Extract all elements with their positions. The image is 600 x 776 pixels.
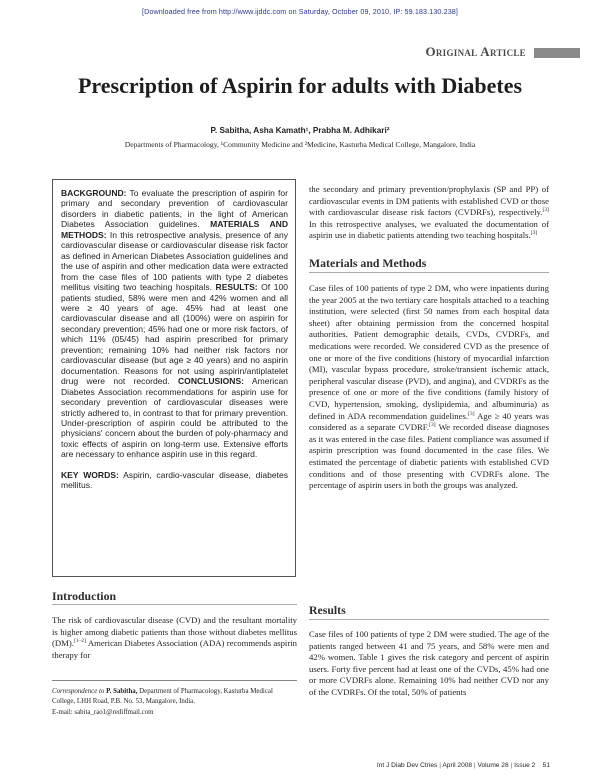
correspondence-name: P. Sabitha,: [106, 688, 138, 695]
conclusions-text: American Diabetes Association recommendations for aspirin use for secondary prevention of cardiovascular diseases were strictly adhered to, in contrast to that for primary prevention. Under-prescription of aspirin could be attributed to the physicians' concern about the burden of poly-pharmacy and toxic effects of aspirin on long-term use. Extensive efforts are necessary to enhance aspirin use in this regard.: [61, 376, 288, 460]
methods-citation-2: [3]: [429, 422, 436, 429]
results-rule: [309, 619, 549, 620]
intro-cont-citation-2: [3]: [530, 230, 538, 237]
methods-paragraph: [309, 283, 549, 492]
keywords-label: KEY WORDS:: [61, 469, 119, 480]
methods-text-b: Age ≥ 40 years was considered as a separate CVDRF.: [309, 410, 549, 433]
correspondence-label: Correspondence to: [52, 688, 105, 695]
intro-cont-text-b: In this retrospective analyses, we evaluated the documentation of aspirin use in diabetic patients attending two teaching hospitals.: [309, 218, 549, 241]
journal-footer: [320, 762, 550, 769]
methods-text-a: Case files of 100 patients of type 2 DM, who were inpatients during the year 2005 at the two tertiary care hospitals attached to a teaching institution, were selected (first 50 names from each hospital data sheet) after obtaining permission from the concerned hospital authorities. Patient demographic details, CVDs, CVDRFs, and medications were recorded. We considered CVD as the presence of one or more of the five conditions (history of myocardial infarction (MI), vascular bypass procedure, stroke/transient ischemic attack, peripheral vascular disease (PVD), and angina), and CVDRFs as the presence of one or more of the five conditions (family history of CVD, hypertension, smoking, dyslipidemia, and albuminuria) as defined in ADA recommendation guidelines.: [309, 283, 549, 421]
footer-issue: Issue 2: [514, 762, 536, 769]
correspondence-email: E-mail: sabita_rao1@rediffmail.com: [52, 708, 154, 716]
footer-date: April 2008: [442, 762, 473, 769]
results-label: RESULTS:: [215, 282, 258, 293]
introduction-rule: [52, 604, 297, 605]
methods-text: In this retrospective analysis, presence of any cardiovascular disease or cardiovascular disease risk factor as defined in American Diabetes Association guidelines and the use of aspirin and other medication data were extracted from the case files of 100 patients with type 2 diabetes mellitus visiting two teaching hospitals.: [61, 229, 288, 293]
intro-citation: [1–2]: [73, 638, 87, 645]
author-list: P. Sabitha, Asha Kamath¹, Prabha M. Adhikari²: [210, 126, 390, 135]
paper-title: Prescription of Aspirin for adults with Diabetes: [77, 73, 523, 98]
methods-heading: Materials and Methods: [309, 256, 427, 270]
footnote-rule: [52, 680, 297, 681]
methods-citation-1: [3]: [468, 410, 475, 417]
abstract-box: [52, 179, 296, 577]
keywords-text: Aspirin, cardio-vascular disease, diabetes mellitus.: [61, 469, 288, 491]
methods-rule: [309, 272, 549, 273]
methods-label: MATERIALS AND METHODS:: [61, 219, 288, 240]
methods-text-c: We recorded disease diagnoses as it was entered in the case files. Patient compliance was assumed if aspirin prescription was found documented in the case files. We estimated the percentage of diabetic patients with established CVD conditions and of those presenting with CVDRFs alone. The percentage of aspirin users in both the groups was analyzed.: [309, 422, 549, 491]
footer-journal: Int J Diab Dev Ctries: [376, 762, 438, 769]
intro-cont-text-a: the secondary and primary prevention/prophylaxis (SP and PP) of cardiovascular events in DM patients with established CVD or those with cardiovascular disease risk factors (CVDRFs), respectively.: [309, 184, 549, 218]
abstract-text: [61, 188, 288, 460]
footer-separator: |: [439, 762, 441, 769]
results-heading: Results: [309, 603, 346, 617]
correspondence-address: Department of Pharmacology, Kasturba Medical College, LHH Road, P.B. No. 53, Mangalore, India.: [52, 688, 273, 706]
article-type-bar: [534, 48, 580, 58]
correspondence-footnote: [52, 687, 297, 718]
intro-text-b: American Diabetes Association (ADA) recommends aspirin therapy for: [52, 638, 297, 660]
page-number: 51: [542, 762, 550, 769]
background-label: BACKGROUND:: [61, 188, 127, 198]
results-paragraph: Case files of 100 patients of type 2 DM were studied. The age of the patients ranged between 41 and 75 years, and 58% were men and 42% women. Table 1 gives the risk category and percent of aspirin users. Forty five percent had at least one of the CVDs, 45% had one or more CVDRFs alone. Remaining 10% had neither CVD nor any of the CVDRFs. Of the total, 50% of patients: [309, 629, 549, 697]
footer-separator: |: [473, 762, 476, 769]
background-text: To evaluate the prescription of aspirin for primary and secondary prevention of cardiovascular disorders in diabetic patients, in the light of American Diabetes Association guidelines.: [61, 188, 288, 230]
article-type-label: [380, 44, 580, 60]
keywords: [61, 470, 288, 491]
intro-text-a: The risk of cardiovascular disease (CVD) and the resultant mortality is higher among diabetic patients than those without diabetes mellitus (DM).: [52, 615, 297, 649]
footer-volume: Volume 28: [477, 762, 509, 769]
affiliations: Departments of Pharmacology, ¹Community Medicine and ²Medicine, Kasturba Medical College, Mangalore, India: [124, 140, 476, 149]
intro-cont-citation-1: [3]: [542, 207, 549, 214]
results-text: Of 100 patients studied, 58% were men and 42% women and all were ≥ 40 years of age. 45% had at least one cardiovascular disease and all (100%) were on aspirin for secondary prevention; 45% had one or more risk factors, of which 11% (05/45) had aspirin prescribed for primary prevention; remaining 10% had neither risk factors nor cardiovascular disease (but age ≥ 40 years) and no aspirin documentation. Reasons for not using aspirin/antiplatelet drug were not recorded.: [61, 282, 288, 387]
footer-separator: |: [510, 762, 513, 769]
article-type-text: Original Article: [425, 44, 526, 59]
introduction-paragraph: [52, 615, 297, 661]
download-banner: [Downloaded free from http://www.ijddc.com on Saturday, October 09, 2010, IP: 59.183.130.238]: [141, 7, 458, 16]
conclusions-label: CONCLUSIONS:: [178, 376, 245, 387]
introduction-heading: Introduction: [52, 589, 117, 603]
introduction-continued: [309, 184, 549, 242]
